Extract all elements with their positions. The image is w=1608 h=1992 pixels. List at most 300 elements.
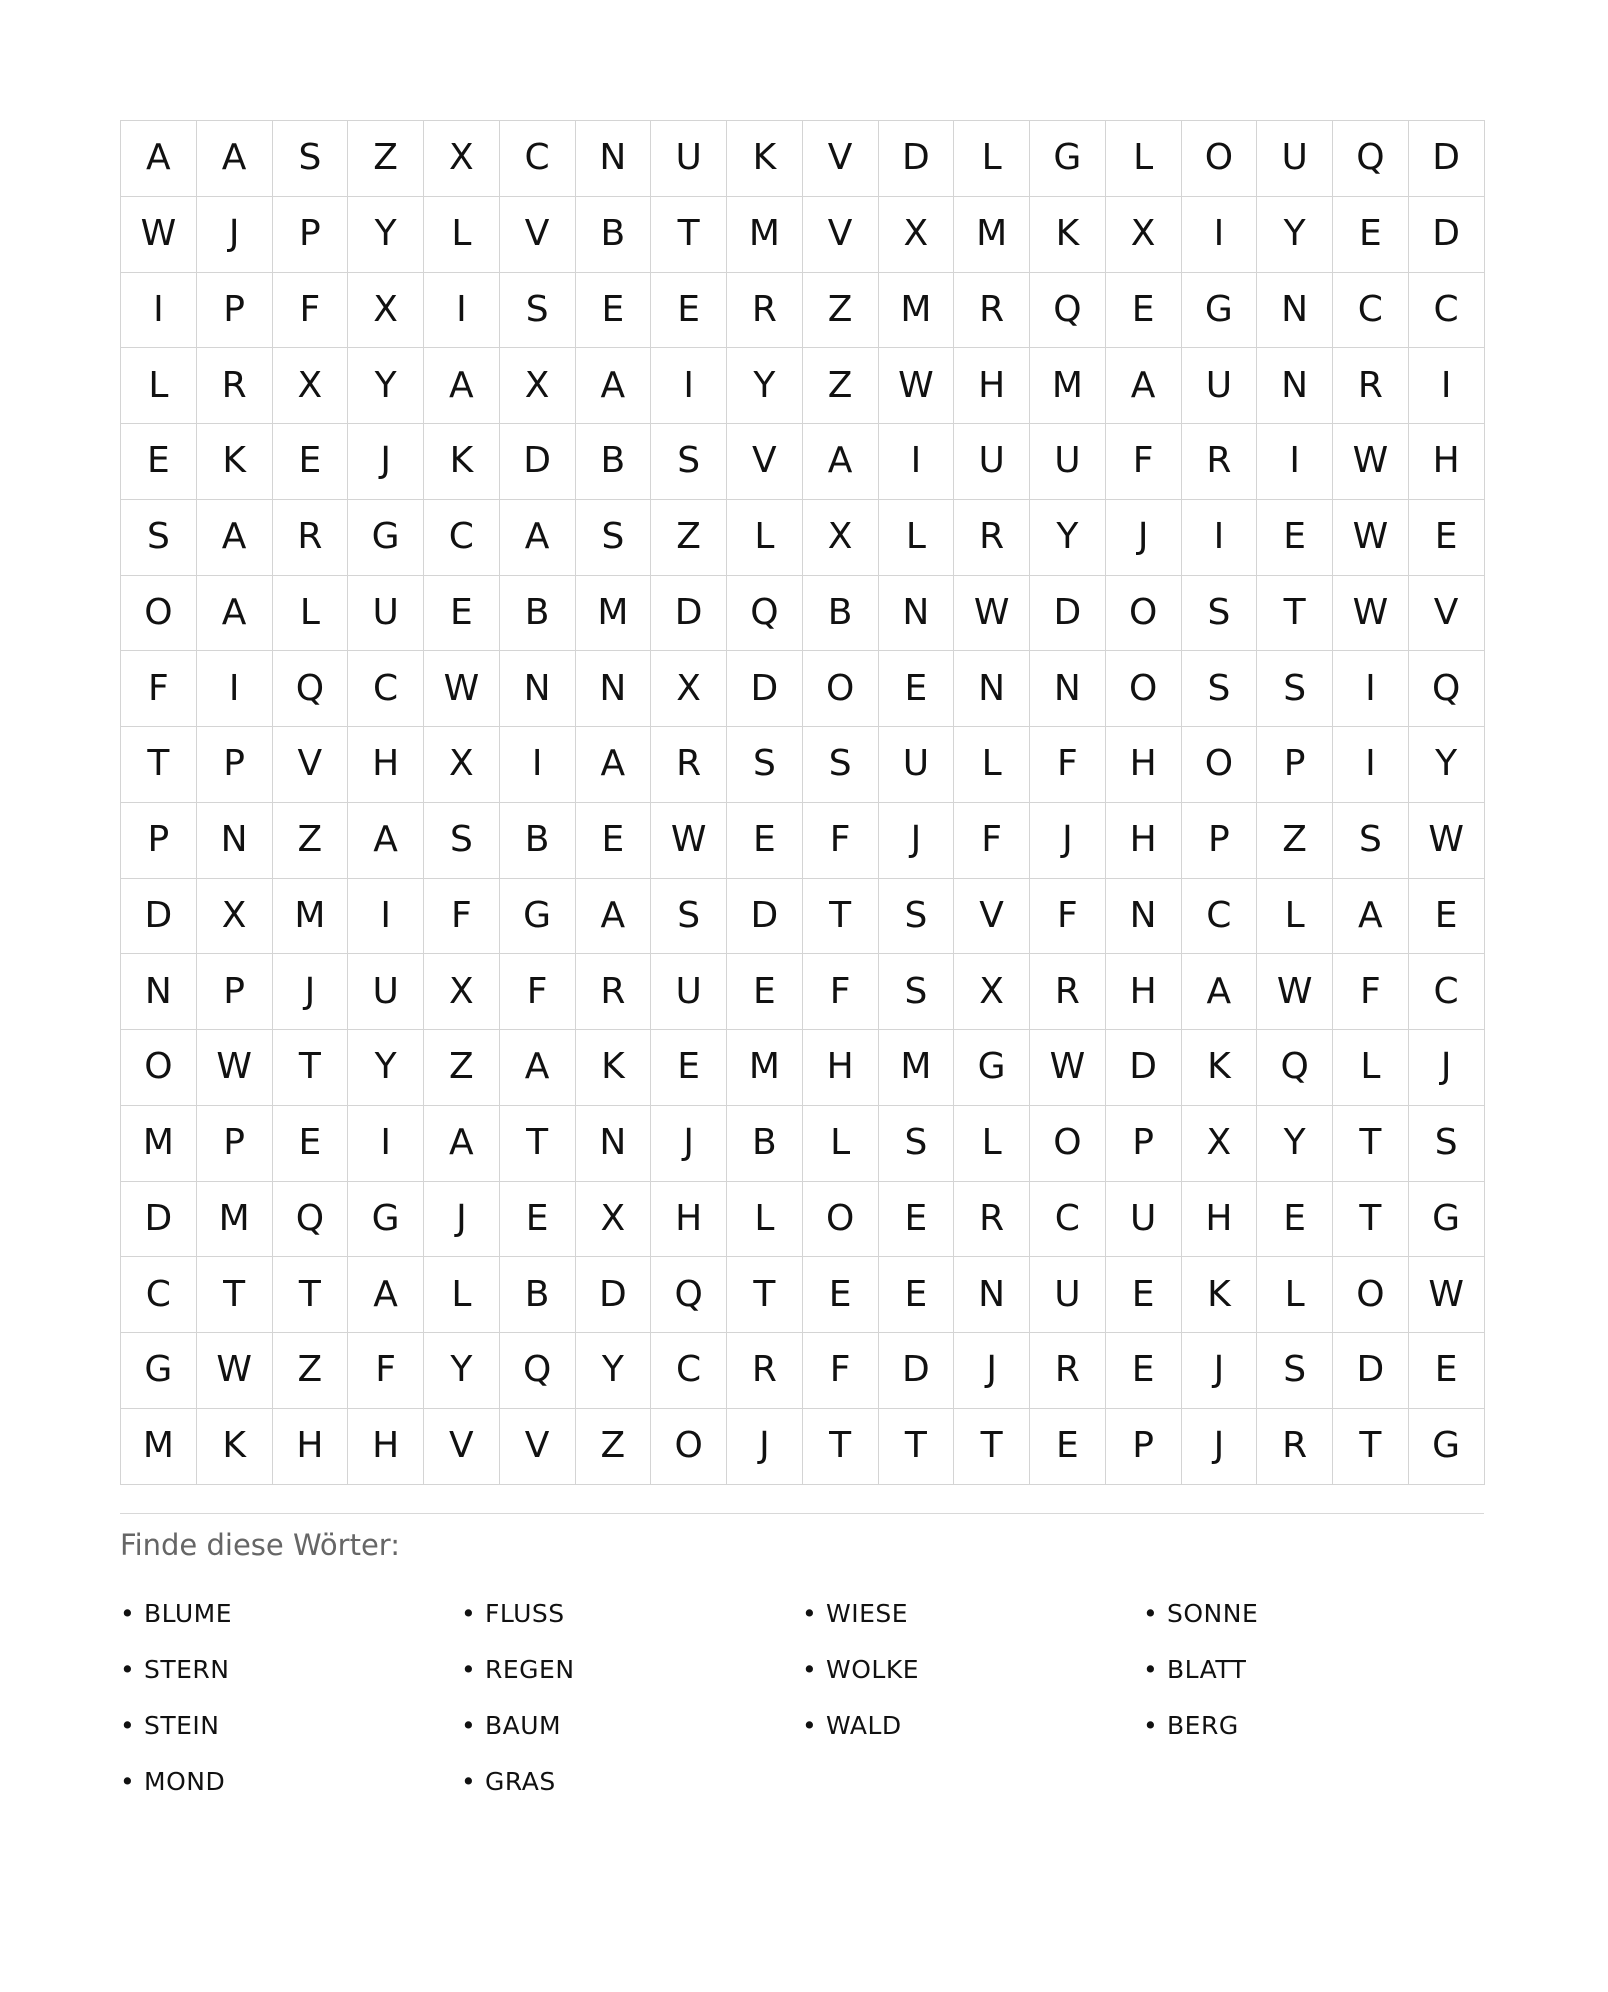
grid-cell[interactable]: L [1106,121,1182,197]
grid-cell[interactable]: E [1409,500,1485,576]
grid-cell[interactable]: B [500,576,576,652]
grid-cell[interactable]: H [1409,424,1485,500]
grid-cell[interactable]: W [1333,424,1409,500]
grid-cell[interactable]: L [1257,1257,1333,1333]
grid-cell[interactable]: M [576,576,652,652]
grid-cell[interactable]: K [424,424,500,500]
grid-cell[interactable]: Q [500,1333,576,1409]
grid-cell[interactable]: M [121,1409,197,1485]
grid-cell[interactable]: B [803,576,879,652]
grid-cell[interactable]: C [651,1333,727,1409]
grid-cell[interactable]: W [197,1333,273,1409]
grid-cell[interactable]: Y [1257,197,1333,273]
grid-cell[interactable]: A [500,1030,576,1106]
grid-cell[interactable]: Y [576,1333,652,1409]
grid-cell[interactable]: L [803,1106,879,1182]
grid-cell[interactable]: X [273,348,349,424]
grid-cell[interactable]: E [879,1257,955,1333]
grid-cell[interactable]: E [1106,1257,1182,1333]
grid-cell[interactable]: Q [1409,651,1485,727]
grid-cell[interactable]: E [803,1257,879,1333]
grid-cell[interactable]: E [273,1106,349,1182]
grid-cell[interactable]: M [1030,348,1106,424]
grid-cell[interactable]: L [1257,879,1333,955]
grid-cell[interactable]: Z [803,348,879,424]
grid-cell[interactable]: R [1257,1409,1333,1485]
grid-cell[interactable]: I [348,1106,424,1182]
grid-cell[interactable]: D [1409,197,1485,273]
grid-cell[interactable]: X [1106,197,1182,273]
grid-cell[interactable]: L [1333,1030,1409,1106]
grid-cell[interactable]: E [879,1182,955,1258]
grid-cell[interactable]: I [500,727,576,803]
grid-cell[interactable]: G [1409,1409,1485,1485]
grid-cell[interactable]: J [651,1106,727,1182]
grid-cell[interactable]: P [197,273,273,349]
grid-cell[interactable]: Q [727,576,803,652]
grid-cell[interactable]: L [727,1182,803,1258]
grid-cell[interactable]: V [424,1409,500,1485]
grid-cell[interactable]: P [197,954,273,1030]
grid-cell[interactable]: G [348,1182,424,1258]
grid-cell[interactable]: W [651,803,727,879]
grid-cell[interactable]: L [954,121,1030,197]
grid-cell[interactable]: D [879,1333,955,1409]
grid-cell[interactable]: D [121,879,197,955]
grid-cell[interactable]: T [879,1409,955,1485]
grid-cell[interactable]: F [1030,879,1106,955]
grid-cell[interactable]: C [1030,1182,1106,1258]
grid-cell[interactable]: S [651,879,727,955]
grid-cell[interactable]: R [1333,348,1409,424]
grid-cell[interactable]: H [954,348,1030,424]
grid-cell[interactable]: U [1030,424,1106,500]
grid-cell[interactable]: R [1030,1333,1106,1409]
grid-cell[interactable]: K [727,121,803,197]
grid-cell[interactable]: Q [273,651,349,727]
grid-cell[interactable]: J [348,424,424,500]
grid-cell[interactable]: H [1106,727,1182,803]
grid-cell[interactable]: S [1182,651,1258,727]
grid-cell[interactable]: Q [1257,1030,1333,1106]
grid-cell[interactable]: V [727,424,803,500]
grid-cell[interactable]: E [1257,1182,1333,1258]
grid-cell[interactable]: S [121,500,197,576]
grid-cell[interactable]: F [424,879,500,955]
grid-cell[interactable]: W [121,197,197,273]
grid-cell[interactable]: Z [424,1030,500,1106]
grid-cell[interactable]: X [879,197,955,273]
grid-cell[interactable]: F [1030,727,1106,803]
grid-cell[interactable]: E [1106,273,1182,349]
grid-cell[interactable]: P [1257,727,1333,803]
grid-cell[interactable]: N [1257,273,1333,349]
grid-cell[interactable]: P [121,803,197,879]
grid-cell[interactable]: Z [576,1409,652,1485]
grid-cell[interactable]: H [348,1409,424,1485]
grid-cell[interactable]: Y [727,348,803,424]
grid-cell[interactable]: C [1182,879,1258,955]
grid-cell[interactable]: E [879,651,955,727]
grid-cell[interactable]: C [121,1257,197,1333]
grid-cell[interactable]: E [1409,879,1485,955]
grid-cell[interactable]: E [576,273,652,349]
grid-cell[interactable]: X [424,727,500,803]
grid-cell[interactable]: L [424,1257,500,1333]
grid-cell[interactable]: N [576,1106,652,1182]
grid-cell[interactable]: M [727,197,803,273]
grid-cell[interactable]: Z [348,121,424,197]
grid-cell[interactable]: J [197,197,273,273]
grid-cell[interactable]: A [803,424,879,500]
grid-cell[interactable]: A [197,121,273,197]
grid-cell[interactable]: S [879,1106,955,1182]
grid-cell[interactable]: D [500,424,576,500]
grid-cell[interactable]: I [651,348,727,424]
grid-cell[interactable]: S [651,424,727,500]
grid-cell[interactable]: R [1030,954,1106,1030]
grid-cell[interactable]: L [727,500,803,576]
grid-cell[interactable]: M [121,1106,197,1182]
grid-cell[interactable]: Q [651,1257,727,1333]
grid-cell[interactable]: X [500,348,576,424]
grid-cell[interactable]: B [576,197,652,273]
grid-cell[interactable]: F [500,954,576,1030]
grid-cell[interactable]: A [424,1106,500,1182]
grid-cell[interactable]: U [348,954,424,1030]
grid-cell[interactable]: W [1333,500,1409,576]
grid-cell[interactable]: Y [348,197,424,273]
grid-cell[interactable]: O [121,576,197,652]
grid-cell[interactable]: T [954,1409,1030,1485]
grid-cell[interactable]: S [273,121,349,197]
grid-cell[interactable]: C [348,651,424,727]
grid-cell[interactable]: U [1030,1257,1106,1333]
grid-cell[interactable]: B [576,424,652,500]
grid-cell[interactable]: X [576,1182,652,1258]
grid-cell[interactable]: C [424,500,500,576]
grid-cell[interactable]: S [803,727,879,803]
grid-cell[interactable]: X [424,121,500,197]
grid-cell[interactable]: E [273,424,349,500]
grid-cell[interactable]: V [500,1409,576,1485]
grid-cell[interactable]: J [1030,803,1106,879]
grid-cell[interactable]: P [1182,803,1258,879]
grid-cell[interactable]: V [803,197,879,273]
grid-cell[interactable]: B [500,803,576,879]
grid-cell[interactable]: O [1182,727,1258,803]
grid-cell[interactable]: T [651,197,727,273]
grid-cell[interactable]: T [1257,576,1333,652]
grid-cell[interactable]: I [879,424,955,500]
grid-cell[interactable]: Q [1030,273,1106,349]
grid-cell[interactable]: B [727,1106,803,1182]
grid-cell[interactable]: F [954,803,1030,879]
grid-cell[interactable]: R [954,273,1030,349]
grid-cell[interactable]: N [197,803,273,879]
grid-cell[interactable]: S [1333,803,1409,879]
grid-cell[interactable]: H [803,1030,879,1106]
grid-cell[interactable]: V [273,727,349,803]
grid-cell[interactable]: T [197,1257,273,1333]
grid-cell[interactable]: X [348,273,424,349]
grid-cell[interactable]: P [1106,1106,1182,1182]
grid-cell[interactable]: R [1182,424,1258,500]
grid-cell[interactable]: K [197,1409,273,1485]
grid-cell[interactable]: I [424,273,500,349]
grid-cell[interactable]: M [954,197,1030,273]
grid-cell[interactable]: R [954,1182,1030,1258]
grid-cell[interactable]: O [803,1182,879,1258]
grid-cell[interactable]: L [954,727,1030,803]
grid-cell[interactable]: M [273,879,349,955]
grid-cell[interactable]: A [197,576,273,652]
grid-cell[interactable]: C [500,121,576,197]
grid-cell[interactable]: F [803,1333,879,1409]
grid-cell[interactable]: R [651,727,727,803]
grid-cell[interactable]: M [879,273,955,349]
grid-cell[interactable]: F [1333,954,1409,1030]
grid-cell[interactable]: J [1182,1333,1258,1409]
grid-cell[interactable]: Z [651,500,727,576]
grid-cell[interactable]: E [727,803,803,879]
grid-cell[interactable]: Z [1257,803,1333,879]
grid-cell[interactable]: R [197,348,273,424]
grid-cell[interactable]: K [1182,1030,1258,1106]
grid-cell[interactable]: X [1182,1106,1258,1182]
grid-cell[interactable]: V [803,121,879,197]
grid-cell[interactable]: N [1106,879,1182,955]
grid-cell[interactable]: Y [424,1333,500,1409]
grid-cell[interactable]: C [1409,273,1485,349]
grid-cell[interactable]: F [803,954,879,1030]
grid-cell[interactable]: A [1182,954,1258,1030]
grid-cell[interactable]: S [879,954,955,1030]
grid-cell[interactable]: T [727,1257,803,1333]
grid-cell[interactable]: U [954,424,1030,500]
grid-cell[interactable]: Q [273,1182,349,1258]
grid-cell[interactable]: L [424,197,500,273]
grid-cell[interactable]: N [954,651,1030,727]
grid-cell[interactable]: W [879,348,955,424]
grid-cell[interactable]: L [879,500,955,576]
grid-cell[interactable]: G [500,879,576,955]
grid-cell[interactable]: A [1106,348,1182,424]
grid-cell[interactable]: I [1333,651,1409,727]
grid-cell[interactable]: X [424,954,500,1030]
grid-cell[interactable]: O [1182,121,1258,197]
grid-cell[interactable]: W [197,1030,273,1106]
grid-cell[interactable]: L [121,348,197,424]
grid-cell[interactable]: V [954,879,1030,955]
grid-cell[interactable]: N [879,576,955,652]
grid-cell[interactable]: H [273,1409,349,1485]
grid-cell[interactable]: T [803,879,879,955]
grid-cell[interactable]: S [576,500,652,576]
grid-cell[interactable]: D [1333,1333,1409,1409]
grid-cell[interactable]: K [1182,1257,1258,1333]
grid-cell[interactable]: I [1409,348,1485,424]
grid-cell[interactable]: T [803,1409,879,1485]
grid-cell[interactable]: P [197,727,273,803]
grid-cell[interactable]: G [348,500,424,576]
grid-cell[interactable]: F [121,651,197,727]
grid-cell[interactable]: J [954,1333,1030,1409]
grid-cell[interactable]: C [1409,954,1485,1030]
grid-cell[interactable]: A [576,727,652,803]
grid-cell[interactable]: A [121,121,197,197]
grid-cell[interactable]: B [500,1257,576,1333]
grid-cell[interactable]: Y [348,348,424,424]
grid-cell[interactable]: O [1333,1257,1409,1333]
grid-cell[interactable]: D [879,121,955,197]
grid-cell[interactable]: M [879,1030,955,1106]
grid-cell[interactable]: U [1106,1182,1182,1258]
grid-cell[interactable]: V [500,197,576,273]
grid-cell[interactable]: D [651,576,727,652]
grid-cell[interactable]: E [1333,197,1409,273]
grid-cell[interactable]: D [576,1257,652,1333]
grid-cell[interactable]: E [576,803,652,879]
grid-cell[interactable]: N [576,121,652,197]
grid-cell[interactable]: H [348,727,424,803]
grid-cell[interactable]: S [1257,651,1333,727]
grid-cell[interactable]: A [197,500,273,576]
grid-cell[interactable]: D [121,1182,197,1258]
grid-cell[interactable]: E [500,1182,576,1258]
grid-cell[interactable]: P [273,197,349,273]
grid-cell[interactable]: G [121,1333,197,1409]
grid-cell[interactable]: S [879,879,955,955]
grid-cell[interactable]: Y [1409,727,1485,803]
grid-cell[interactable]: H [1182,1182,1258,1258]
grid-cell[interactable]: E [424,576,500,652]
grid-cell[interactable]: J [1182,1409,1258,1485]
grid-cell[interactable]: I [1182,197,1258,273]
grid-cell[interactable]: D [1030,576,1106,652]
grid-cell[interactable]: P [197,1106,273,1182]
grid-cell[interactable]: R [273,500,349,576]
grid-cell[interactable]: H [651,1182,727,1258]
grid-cell[interactable]: F [803,803,879,879]
grid-cell[interactable]: E [1257,500,1333,576]
grid-cell[interactable]: W [1030,1030,1106,1106]
grid-cell[interactable]: Y [1257,1106,1333,1182]
grid-cell[interactable]: J [879,803,955,879]
grid-cell[interactable]: G [1030,121,1106,197]
grid-cell[interactable]: O [803,651,879,727]
grid-cell[interactable]: A [1333,879,1409,955]
grid-cell[interactable]: Z [273,803,349,879]
grid-cell[interactable]: U [651,954,727,1030]
grid-cell[interactable]: O [1106,651,1182,727]
grid-cell[interactable]: E [1030,1409,1106,1485]
grid-cell[interactable]: J [1409,1030,1485,1106]
grid-cell[interactable]: T [273,1030,349,1106]
grid-cell[interactable]: T [500,1106,576,1182]
grid-cell[interactable]: D [727,651,803,727]
grid-cell[interactable]: H [1106,954,1182,1030]
grid-cell[interactable]: E [727,954,803,1030]
grid-cell[interactable]: K [576,1030,652,1106]
grid-cell[interactable]: L [273,576,349,652]
grid-cell[interactable]: X [651,651,727,727]
grid-cell[interactable]: U [1182,348,1258,424]
grid-cell[interactable]: Q [1333,121,1409,197]
grid-cell[interactable]: G [1182,273,1258,349]
grid-cell[interactable]: I [197,651,273,727]
grid-cell[interactable]: S [1182,576,1258,652]
grid-cell[interactable]: N [954,1257,1030,1333]
grid-cell[interactable]: J [1106,500,1182,576]
grid-cell[interactable]: R [576,954,652,1030]
grid-cell[interactable]: A [424,348,500,424]
grid-cell[interactable]: A [576,348,652,424]
grid-cell[interactable]: E [1106,1333,1182,1409]
grid-cell[interactable]: N [1030,651,1106,727]
grid-cell[interactable]: P [1106,1409,1182,1485]
grid-cell[interactable]: R [727,1333,803,1409]
grid-cell[interactable]: E [121,424,197,500]
grid-cell[interactable]: I [1333,727,1409,803]
grid-cell[interactable]: W [1333,576,1409,652]
grid-cell[interactable]: D [1409,121,1485,197]
grid-cell[interactable]: T [1333,1182,1409,1258]
grid-cell[interactable]: J [727,1409,803,1485]
grid-cell[interactable]: Z [273,1333,349,1409]
grid-cell[interactable]: I [348,879,424,955]
grid-cell[interactable]: T [121,727,197,803]
grid-cell[interactable]: I [1182,500,1258,576]
grid-cell[interactable]: T [273,1257,349,1333]
grid-cell[interactable]: U [651,121,727,197]
grid-cell[interactable]: X [197,879,273,955]
grid-cell[interactable]: W [424,651,500,727]
grid-cell[interactable]: W [954,576,1030,652]
grid-cell[interactable]: I [121,273,197,349]
grid-cell[interactable]: N [576,651,652,727]
grid-cell[interactable]: X [954,954,1030,1030]
grid-cell[interactable]: D [1106,1030,1182,1106]
grid-cell[interactable]: F [273,273,349,349]
grid-cell[interactable]: U [1257,121,1333,197]
grid-cell[interactable]: E [651,1030,727,1106]
grid-cell[interactable]: N [500,651,576,727]
grid-cell[interactable]: M [727,1030,803,1106]
grid-cell[interactable]: O [1106,576,1182,652]
grid-cell[interactable]: U [879,727,955,803]
grid-cell[interactable]: D [727,879,803,955]
grid-cell[interactable]: K [197,424,273,500]
grid-cell[interactable]: W [1257,954,1333,1030]
grid-cell[interactable]: K [1030,197,1106,273]
grid-cell[interactable]: S [727,727,803,803]
grid-cell[interactable]: V [1409,576,1485,652]
grid-cell[interactable]: E [1409,1333,1485,1409]
grid-cell[interactable]: R [727,273,803,349]
grid-cell[interactable]: N [1257,348,1333,424]
grid-cell[interactable]: C [1333,273,1409,349]
grid-cell[interactable]: T [1333,1409,1409,1485]
grid-cell[interactable]: Z [803,273,879,349]
grid-cell[interactable]: Y [348,1030,424,1106]
grid-cell[interactable]: O [1030,1106,1106,1182]
grid-cell[interactable]: Y [1030,500,1106,576]
grid-cell[interactable]: O [121,1030,197,1106]
grid-cell[interactable]: J [273,954,349,1030]
grid-cell[interactable]: M [197,1182,273,1258]
grid-cell[interactable]: S [424,803,500,879]
